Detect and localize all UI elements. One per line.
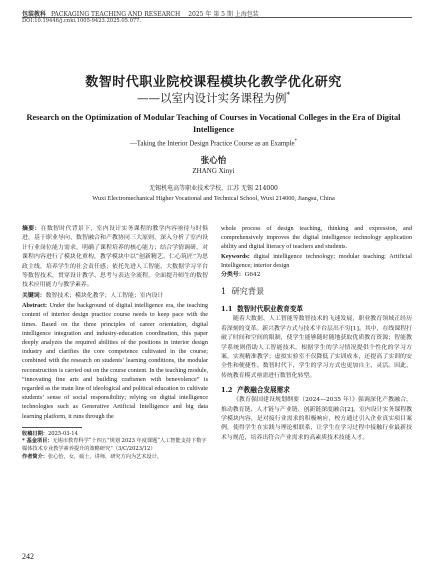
paper-title-cn: 数智时代职业院校课程模块化教学优化研究 bbox=[85, 75, 342, 90]
left-column bbox=[22, 224, 208, 461]
keywords-cn-text: 数智技术；模块化教学；人工智能；室内设计 bbox=[45, 292, 164, 299]
doi: DOI:10.19446/j.cnki.1005-9423.2025.05.077. bbox=[22, 18, 142, 24]
received-label: 收稿日期： bbox=[22, 430, 48, 437]
section-number: 1 bbox=[221, 286, 227, 297]
section-title: 研究背景 bbox=[231, 286, 265, 297]
class-number-label: 分类号： bbox=[221, 271, 245, 279]
subtitle-cn-text: ——以室内设计实务课程为例 bbox=[137, 91, 287, 105]
keywords-en-label: Keywords: bbox=[221, 252, 250, 260]
paper-subtitle-cn bbox=[0, 90, 427, 106]
subsection-title: 数智时代职业教育变革 bbox=[237, 305, 304, 314]
footnote-fund bbox=[22, 438, 208, 453]
keywords-en-text: digital intelligence technology; modular teaching; Artificial Intelligence; interior design bbox=[221, 252, 412, 269]
class-number-value: G642 bbox=[244, 272, 261, 279]
keywords-cn-label: 关键词： bbox=[22, 291, 46, 299]
subtitle-en-marker: * bbox=[294, 139, 297, 144]
journal-name: PACKAGING TEACHING AND RESEARCH bbox=[50, 11, 181, 18]
body-paragraph: 《教育强国建设规划纲要（2024—2035 年）》强调深化产教融合，推动教育链、人才链与产业链、创新链深度融合[2]。室内设计实务课程教学模块内容，是对接行业需求的积极响应，校方通过引入企业真实项目案例，使得学生在实践与理论相联系，让学生在学习过程中接触行业最新技术与规范，培养出符合产业需求的高素质技术技能人才。 bbox=[221, 397, 412, 441]
paper-title-en: Research on the Optimization of Modular Teaching of Courses in Vocational Colleges in the Era of Digital Intelligence bbox=[26, 113, 401, 134]
keywords-en bbox=[221, 252, 412, 270]
subtitle-en-text: —Taking the Interior Design Practice Course as an Example bbox=[130, 140, 295, 148]
author-bio-label: 作者简介： bbox=[22, 453, 48, 460]
abstract-en-label: Abstract: bbox=[22, 302, 48, 310]
journal-logo: 包装教科 bbox=[22, 11, 47, 18]
footnote-author bbox=[22, 454, 208, 462]
footnote-separator bbox=[22, 427, 82, 428]
issue-info: 2025 年 第 5 期 上海包装 bbox=[188, 11, 259, 18]
abstract-en bbox=[22, 301, 208, 421]
author-bio-text: 张心怡，女，硕士，讲师，研究方向为艺术设计。 bbox=[47, 453, 163, 460]
subsection-heading bbox=[221, 303, 412, 313]
fund-label: * 基金项目： bbox=[22, 438, 53, 445]
affiliation-cn: 无锡机电高等职业技术学校，江苏 无锡 214000 bbox=[149, 185, 278, 192]
received-date: 2025-03-14 bbox=[47, 430, 78, 437]
author-en: ZHANG Xinyi bbox=[192, 167, 235, 175]
section-heading bbox=[221, 286, 412, 297]
subsection-heading bbox=[221, 384, 412, 394]
author-cn: 张心怡 bbox=[200, 156, 227, 166]
subsection-number: 1.2 bbox=[221, 386, 233, 395]
fund-text: 无锡市教育科学“十四五”规划 2023 年度课题“人工智能支持下数字媒体技术专业教学素养提升的策略研究”（3/C/2023/12） bbox=[22, 438, 207, 453]
affiliation-en: Wuxi Electromechanical Higher Vocational and Technical School, Wuxi 214000, Jiangsu, China bbox=[92, 195, 335, 202]
abstract-cn-text: 在数智时代背景下，室内设计实务课程的教学内容亟待与时俱进，基于职业导向、数智融合和产教协同三大原则，深入分析了室内设计行业岗位能力需求，明确了课程培养的核心能力；结合学情调研，对课程内容进行了模块化重构，教学模块中以“创新精艺、仁心筑匠”为思政主线，培养学生的社会责任感；依托先进人工智能、大数据学习平台等数智技术，贯穿设计教学、思考与表达全流程，全面提升师生的数智技术应用能力与教学素养。 bbox=[22, 226, 209, 289]
abstract-en-continued: whole process of design teaching, thinking and expression, and comprehensively improves the digital intelligence technology application ability and digital literacy of teachers and students. bbox=[221, 225, 412, 251]
abstract-cn-label: 摘要： bbox=[22, 225, 41, 232]
class-number bbox=[221, 270, 412, 280]
keywords-cn bbox=[22, 291, 208, 301]
paper-subtitle-en bbox=[0, 139, 427, 147]
body-paragraph: 随着大数据、人工智能等数智技术的飞速发展，职业教育领域正经历着深刻的变革。新兴教学方式与技术平台层出不穷[1]。其中，在线课程打破了时间和空间的限制，使学生能够随时随地获取优质教育资源；智能教学系统则借助人工智能技术，根据学生的学习情况提供个性化的学习方案，实现精准教学；虚拟实验室不仅降低了实训成本，还提高了实训的安全性和便捷性。数智时代下，学生的学习方式也更加自主、灵活。因此，传统教育模式亟需进行数智化转型。 bbox=[221, 316, 412, 379]
right-column bbox=[221, 224, 412, 443]
subsection-title: 产教融合发展需求 bbox=[237, 386, 290, 395]
abstract-en-text: Under the background of digital intelligence era, the teaching content of interior design practice course needs to keep pace with the times. Based on the three principles of career orientation, digital intelligence integration and industry-education coordination, this paper deeply analyzes the required abilities of the positions in interior design industry and clarifies the core competence cultivated in the course; combined with the research on students’ learning conditions, the modular reconstruction is carried out on the course content. In the teaching module, “innovating fine arts and building craftsmen with benevolence” is regarded as the main line of ideological and political education to cultivate students’ sense of social responsibility; relying on digital intelligence technologies such as Generative Artificial Intelligence and big data learning platform, it runs through the bbox=[22, 302, 208, 420]
page-number: 242 bbox=[22, 552, 34, 561]
abstract-cn bbox=[22, 224, 208, 291]
subsection-number: 1.1 bbox=[221, 305, 233, 314]
title-marker: * bbox=[286, 91, 290, 100]
